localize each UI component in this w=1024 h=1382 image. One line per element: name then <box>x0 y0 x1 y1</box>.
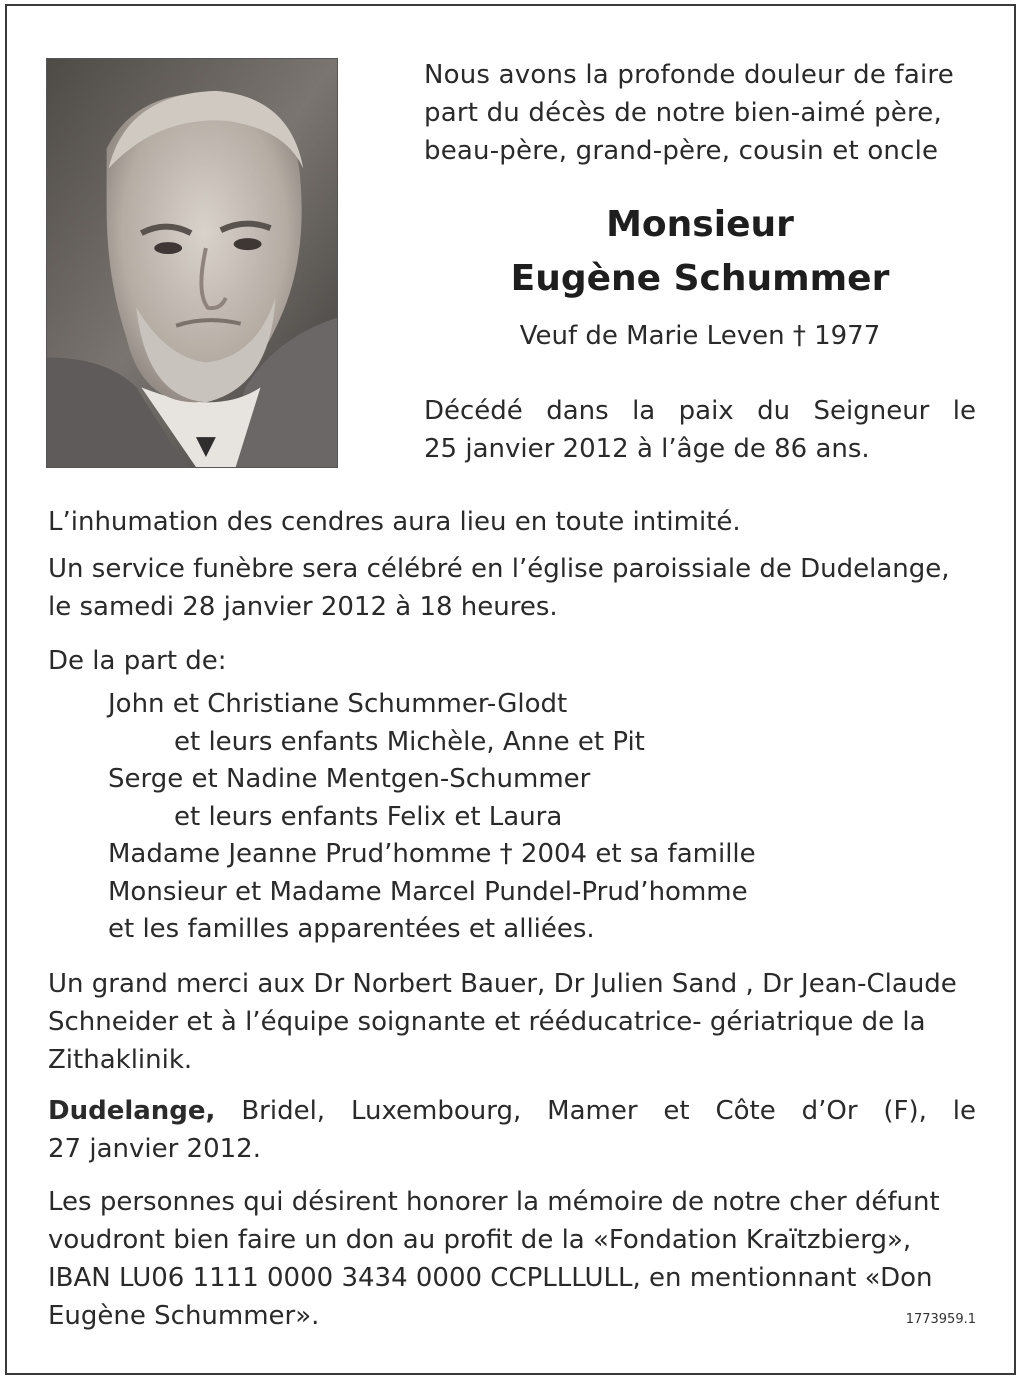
family-member: et leurs enfants Michèle, Anne et Pit <box>174 726 645 757</box>
deceased-name-block <box>424 198 976 306</box>
family-member: Monsieur et Madame Marcel Pundel-Prud’homme <box>108 876 748 907</box>
deceased-name: Eugène Schummer <box>510 258 890 299</box>
reference-number: 1773959.1 <box>905 1312 976 1327</box>
family-list <box>108 686 968 949</box>
donation-line: Les personnes qui désirent honorer la mémoire de notre cher défunt <box>48 1187 940 1217</box>
family-member: et les familles apparentées et alliées. <box>108 914 595 944</box>
burial-notice: L’inhumation des cendres aura lieu en toute intimité. <box>48 507 741 537</box>
thanks-line: Zithaklinik. <box>48 1045 193 1075</box>
place-city: Dudelange, <box>48 1096 216 1126</box>
donation-line: voudront bien faire un don au profit de la «Fondation Kraïtzbierg», <box>48 1225 912 1255</box>
portrait-photo <box>46 58 338 468</box>
place-line: 27 janvier 2012. <box>48 1134 261 1164</box>
family-member: Serge et Nadine Mentgen-Schummer <box>108 764 591 794</box>
thanks-paragraph <box>48 965 976 1079</box>
death-line: 25 janvier 2012 à l’âge de 86 ans. <box>424 434 870 464</box>
thanks-line: Schneider et à l’équipe soignante et rééducatrice- gériatrique de la <box>48 1007 926 1037</box>
thanks-line: Un grand merci aux Dr Norbert Bauer, Dr Julien Sand , Dr Jean-Claude <box>48 969 957 999</box>
donation-paragraph <box>48 1183 976 1335</box>
intro-paragraph <box>424 56 976 170</box>
place-line <box>48 1092 976 1130</box>
family-member: John et Christiane Schummer-Glodt <box>108 689 568 719</box>
from-label: De la part de: <box>48 646 227 676</box>
place-rest: Bridel, Luxembourg, Mamer et Côte d’Or (F), le <box>241 1096 977 1126</box>
death-notice <box>424 392 976 468</box>
service-notice <box>48 550 976 626</box>
portrait-image <box>47 59 337 467</box>
service-line: le samedi 28 janvier 2012 à 18 heures. <box>48 592 558 622</box>
intro-line: part du décès de notre bien-aimé père, <box>424 98 942 128</box>
intro-line: Nous avons la profonde douleur de faire <box>424 60 954 90</box>
death-line: Décédé dans la paix du Seigneur le <box>424 396 976 426</box>
widow-line: Veuf de Marie Leven † 1977 <box>519 321 881 351</box>
family-member: Madame Jeanne Prud’homme † 2004 et sa famille <box>108 839 756 869</box>
donation-line: IBAN LU06 1111 0000 3434 0000 CCPLLLULL, en mentionnant «Don <box>48 1263 933 1293</box>
salutation: Monsieur <box>606 204 794 245</box>
intro-line: beau-père, grand-père, cousin et oncle <box>424 136 939 166</box>
place-date <box>48 1092 976 1168</box>
donation-line: Eugène Schummer». <box>48 1301 320 1331</box>
service-line: Un service funèbre sera célébré en l’église paroissiale de Dudelange, <box>48 554 950 584</box>
family-member: et leurs enfants Felix et Laura <box>174 801 563 832</box>
